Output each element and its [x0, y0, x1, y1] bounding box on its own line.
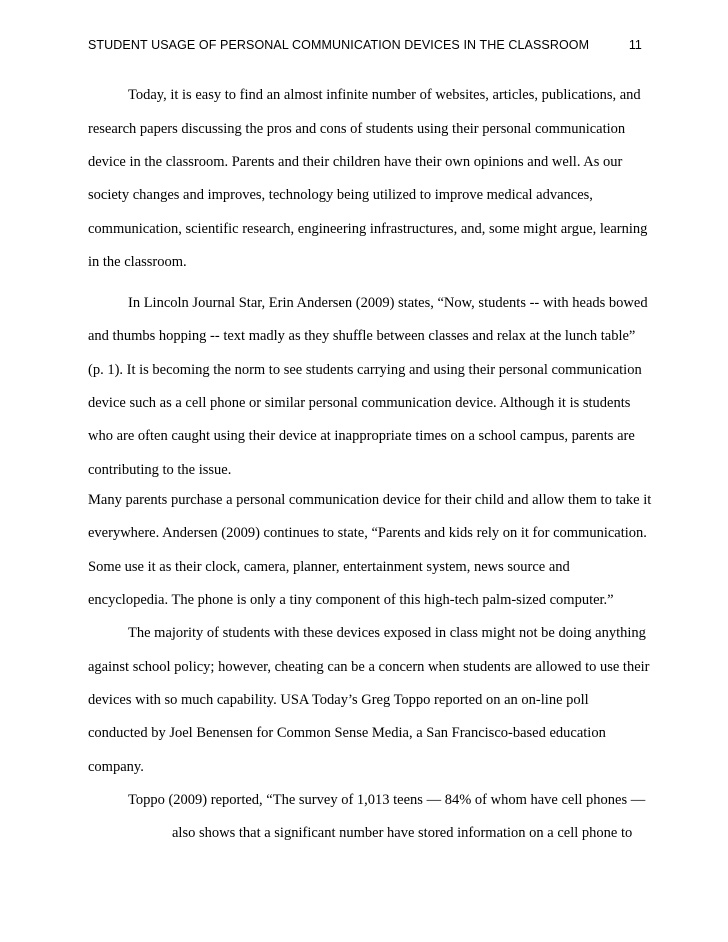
paragraph-2-line-6: contributing to the issue. [88, 462, 232, 478]
paragraph-1-line-2: research papers discussing the pros and cons of students using their personal communication [88, 121, 626, 137]
paragraph-3-line-1: Many parents purchase a personal communication device for their child and allow them to take it [88, 492, 652, 508]
block-quote-line-1: also shows that a significant number have stored information on a cell phone to [172, 825, 633, 841]
paragraph-1-line-3: device in the classroom. Parents and their children have their own opinions and well. As our [88, 154, 623, 170]
paragraph-3-line-2: everywhere. Andersen (2009) continues to state, “Parents and kids rely on it for communication. [88, 525, 647, 541]
running-head-title: STUDENT USAGE OF PERSONAL COMMUNICATION DEVICES IN THE CLASSROOM [88, 38, 590, 52]
paragraph-1-line-1: Today, it is easy to find an almost infinite number of websites, articles, publications, and [128, 87, 641, 103]
paragraph-5-line-1: Toppo (2009) reported, “The survey of 1,013 teens — 84% of whom have cell phones — [128, 792, 646, 808]
paragraph-3-line-3: Some use it as their clock, camera, planner, entertainment system, news source and [88, 559, 570, 575]
page-number: 11 [628, 38, 642, 52]
paragraph-2-line-4: device such as a cell phone or similar personal communication device. Although it is students [88, 395, 631, 411]
paragraph-2-line-2: and thumbs hopping -- text madly as they shuffle between classes and relax at the lunch table” [88, 328, 636, 344]
paragraph-4-line-3: devices with so much capability. USA Today’s Greg Toppo reported on an on-line poll [88, 692, 589, 708]
paragraph-1-line-5: communication, scientific research, engineering infrastructures, and, some might argue, learning [88, 221, 648, 237]
paragraph-4-line-2: against school policy; however, cheating can be a concern when students are allowed to use their [88, 659, 650, 675]
paragraph-4-line-1: The majority of students with these devices exposed in class might not be doing anything [128, 625, 646, 641]
paragraph-4-line-5: company. [88, 759, 144, 775]
paragraph-1-line-6: in the classroom. [88, 254, 187, 270]
paragraph-2-line-3: (p. 1). It is becoming the norm to see students carrying and using their personal communication [88, 362, 642, 378]
paragraph-4-line-4: conducted by Joel Benensen for Common Sense Media, a San Francisco-based education [88, 725, 606, 741]
running-head [88, 38, 642, 56]
paragraph-2-line-5: who are often caught using their device at inappropriate times on a school campus, parents are [88, 428, 635, 444]
paragraph-2-line-1: In Lincoln Journal Star, Erin Andersen (2009) states, “Now, students -- with heads bowed [128, 295, 648, 311]
paragraph-1-line-4: society changes and improves, technology being utilized to improve medical advances, [88, 187, 593, 203]
paragraph-3-line-4: encyclopedia. The phone is only a tiny component of this high-tech palm-sized computer.” [88, 592, 614, 608]
